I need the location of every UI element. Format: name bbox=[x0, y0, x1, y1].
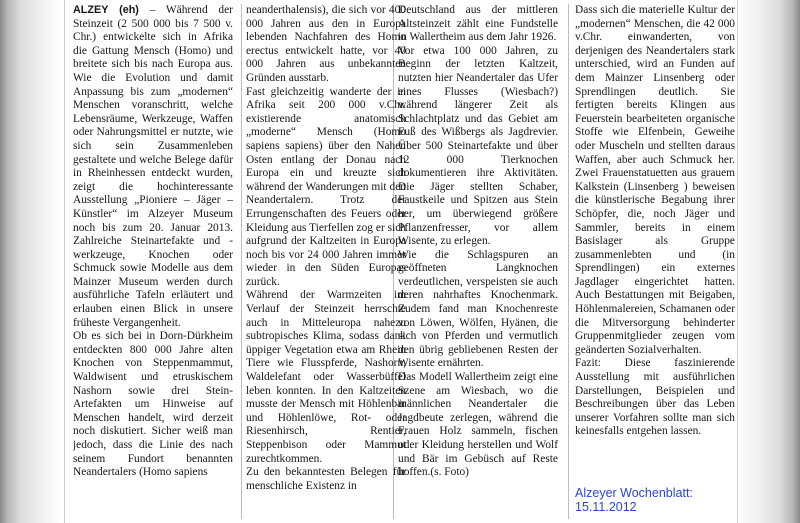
source-date: 15.11.2012 bbox=[575, 500, 637, 514]
column-divider bbox=[241, 4, 242, 519]
column-3-text: Deutschland aus der mittleren Altsteinzeit zählt eine Fundstelle in Wallertheim aus dem Jahr 1926. Vor etwa 100 000 Jahren, zu Beginn der letzten Kaltzeit, nutzten hier Neandertaler das Ufer eines Flusses (Wiesbach?) während längerer Zeit als Schlachtplatz und das Gebiet am Fuß des Wißbergs als Jagdrevier. Über 500 Steinartefakte und über 12 000 Tierknochen dokumentieren ihre Aktivitäten. Die Jäger stellten Schaber, Faustkeile und Spitzen aus Stein her, um überwiegend größere Pflanzenfresser, vor allem Wisente, zu erlegen. Wie die Schlagspuren an geöffneten Langknochen verdeutlichen, verspeisten sie auch deren nahrhaftes Knochenmark. Zudem fand man Knochenreste von Löwen, Wölfen, Hyänen, die sich von Pferden und vermutlich den übrig gebliebenen Resten der Wisente ernährten. Das Modell Wallertheim zeigt eine Szene am Wiesbach, wo die männlichen Neandertaler die Jagdbeute zerlegen, während die Frauen Holz sammeln, fischen oder Kleidung herstellen und Wolf und Bär im Gebüsch auf Reste hoffen.(s. Foto) bbox=[398, 4, 558, 479]
article-column-4 bbox=[575, 4, 735, 482]
column-4-text: Dass sich die materielle Kultur der „modernen“ Menschen, die 42 000 v.Chr. einwanderten, von derjenigen des Neandertalers stark unterschied, wird an Funden auf dem Mainzer Linsenberg oder Sprendlingen deutlich. Sie fertigten bereits Klingen aus Feuerstein bearbeiteten organische Stoffe wie Elfenbein, Geweihe oder Muscheln und stellten daraus Waffen, aber auch Schmuck her. Zwei Frauenstatuetten aus grauem Kalkstein (Linsenberg ) beweisen die künstlerische Begabung ihrer Schöpfer, die, noch Jäger und Sammler, bereits in einem Basislager als Gruppe zusammenlebten und (in Sprendlingen) ein externes Jagdlager eingerichtet hatten. Auch Bestattungen mit Beigaben, Höhlenmalereien, Schamanen oder die Mitversorgung behinderter Gruppenmitglieder zeugen vom geänderten Sozialverhalten. Fazit: Diese faszinierende Ausstellung mit ausführlichen Darstellungen, Beispielen und Beschreibungen über das Leben unserer Vorfahren sollte man sich keinesfalls entgehen lassen. bbox=[575, 4, 735, 438]
article-column-1 bbox=[73, 4, 233, 519]
column-divider bbox=[568, 4, 569, 519]
newspaper-clipping bbox=[64, 0, 738, 523]
article-dateline: ALZEY (eh) bbox=[73, 4, 139, 16]
scan-shadow-left bbox=[0, 0, 60, 523]
article-column-3 bbox=[398, 4, 558, 519]
column-2-text: neanderthalensis), die sich vor 400 000 Jahren aus den in Europa lebenden Nachfahren des Homo erectus entwickelt hatte, vor 40 000 Jahren aus unbekannten Gründen ausstarb. Fast gleichzeitig wanderte der in Afrika seit 200 000 v.Chr. existierende anatomisch „moderne“ Mensch (Homo sapiens sapiens) über den Nahen Osten entlang der Donau nach Europa ein und kreuzte sich während der Wanderungen mit den Neandertalern. Trotz der Errungenschaften des Feuers oder Kleidung aus Tierfellen zog er sich aufgrund der Kaltzeiten in Europa noch bis vor 24 000 Jahren immer wieder in den Süden Europas zurück. Während der Warmzeiten im Verlauf der Steinzeit herrschte auch in Mitteleuropa nahezu subtropisches Klima, sodass dank üppiger Vegetation etwa am Rhein Tiere wie Flusspferde, Nashorn, Waldelefant oder Wasserbüffel leben konnten. In den Kaltzeiten musste der Mensch mit Höhlenbär und Höhlenlöwe, Rot- oder Riesenhirsch, Rentier, Steppenbison oder Mammut zurechtkommen. Zu den bekanntesten Belegen für menschliche Existenz in bbox=[246, 4, 406, 492]
source-note bbox=[575, 486, 705, 514]
source-publication: Alzeyer Wochenblatt: bbox=[575, 486, 693, 500]
article-column-2 bbox=[246, 4, 406, 519]
column-1-text bbox=[73, 4, 233, 480]
column-1-body: – Während der Steinzeit (2 500 000 bis 7 500 v. Chr.) entwickelte sich in Afrika die Gattung Mensch (Homo) und breitete sich bis nach Europa aus. Wie die Evolution und damit Anpassung bis zum „modernen“ Menschen voranschritt, welche Lebensräume, Werkzeuge, Waffen oder Nahrungsmittel er nutzte, wie sich sein Zusammenleben gestaltete und welche Belege dafür in Rheinhessen entdeckt wurden, zeigt die hochinteressante Ausstellung „Pioniere – Jäger – Künstler“ im Alzeyer Museum noch bis zum 20. Januar 2013. Zahlreiche Steinartefakte und -werkzeuge, Knochen oder Schmuck sowie Modelle aus dem Mainzer Museum werden durch ausführliche Tafeln erläutert und erlauben einen Blick in unsere früheste Vergangenheit. Ob es sich bei in Dorn-Dürkheim entdeckten 800 000 Jahre alten Knochen von Steppenmammut, Waldwisent und etruskischem Nashorn sowie drei Stein-Artefakten um Hinweise auf Menschen handelt, wird derzeit noch diskutiert. Sicher weiß man jedoch, dass die Linie des nach seinem Fundort benannten Neandertalers (Homo sapiens bbox=[73, 4, 233, 479]
scan-shadow-right bbox=[736, 0, 800, 523]
